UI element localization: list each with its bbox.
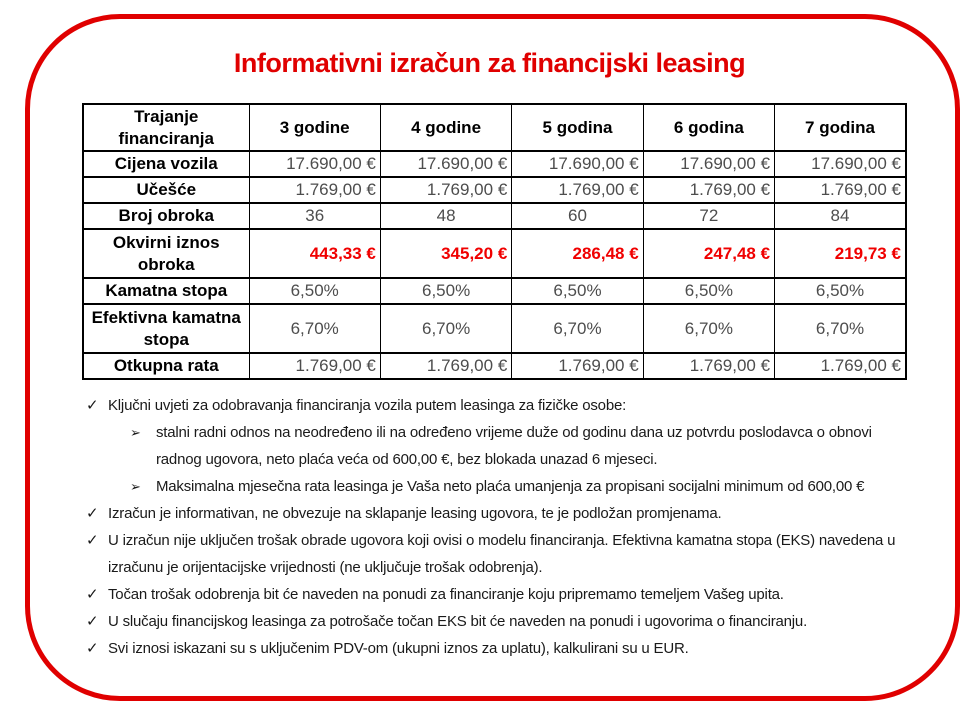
checkmark-icon: ✓ xyxy=(86,505,99,522)
cell-value-highlight: 286,48 € xyxy=(512,229,643,278)
cell-value-highlight: 219,73 € xyxy=(775,229,906,278)
table-row-down-payment xyxy=(83,177,906,203)
table-row-interest-rate xyxy=(83,278,906,304)
note-item xyxy=(86,392,908,419)
checkmark-icon: ✓ xyxy=(86,640,99,657)
note-text: U izračun nije uključen trošak obrade ugovora koji ovisi o modelu financiranja. Efektivna kamatna stopa (EKS) navedena u izračunu je orijentacijske vrijednosti (ne uključuje trošak odobrenja). xyxy=(108,532,896,576)
note-item xyxy=(86,500,908,527)
table-row-effective-interest-rate xyxy=(83,304,906,353)
cell-value: 60 xyxy=(512,203,643,229)
cell-value: 1.769,00 € xyxy=(643,353,774,379)
cell-value: 6,70% xyxy=(512,304,643,353)
leasing-calculation-table xyxy=(82,103,907,380)
cell-value: 17.690,00 € xyxy=(643,151,774,177)
table-row-installments-count xyxy=(83,203,906,229)
note-item xyxy=(86,635,908,662)
header-6-years: 6 godina xyxy=(643,104,774,151)
cell-value: 1.769,00 € xyxy=(512,353,643,379)
note-item xyxy=(86,608,908,635)
cell-value: 48 xyxy=(380,203,511,229)
cell-value: 6,50% xyxy=(643,278,774,304)
checkmark-icon: ✓ xyxy=(86,613,99,630)
checkmark-icon: ✓ xyxy=(86,397,99,414)
row-label: Efektivna kamatna stopa xyxy=(83,304,249,353)
cell-value: 1.769,00 € xyxy=(249,353,380,379)
cell-value: 1.769,00 € xyxy=(643,177,774,203)
cell-value: 17.690,00 € xyxy=(380,151,511,177)
note-text: Maksimalna mjesečna rata leasinga je Vaša neto plaća umanjenja za propisani socijalni minimum od 600,00 € xyxy=(156,478,865,495)
page-title: Informativni izračun za financijski leasing xyxy=(233,48,746,78)
cell-value: 6,70% xyxy=(380,304,511,353)
arrow-bullet-icon: ➢ xyxy=(130,479,141,494)
row-label: Okvirni iznos obroka xyxy=(83,229,249,278)
header-7-years: 7 godina xyxy=(775,104,906,151)
row-label: Otkupna rata xyxy=(83,353,249,379)
row-label: Broj obroka xyxy=(83,203,249,229)
row-label: Kamatna stopa xyxy=(83,278,249,304)
cell-value: 17.690,00 € xyxy=(512,151,643,177)
cell-value: 6,50% xyxy=(775,278,906,304)
note-subitem xyxy=(86,419,908,473)
cell-value: 1.769,00 € xyxy=(775,177,906,203)
cell-value: 1.769,00 € xyxy=(249,177,380,203)
cell-value: 17.690,00 € xyxy=(249,151,380,177)
note-text: Izračun je informativan, ne obvezuje na sklapanje leasing ugovora, te je podložan promjenama. xyxy=(108,505,722,522)
table-header-row xyxy=(83,104,906,151)
note-item xyxy=(86,581,908,608)
cell-value: 1.769,00 € xyxy=(775,353,906,379)
cell-value: 6,50% xyxy=(380,278,511,304)
cell-value-highlight: 443,33 € xyxy=(249,229,380,278)
header-4-years: 4 godine xyxy=(380,104,511,151)
note-item xyxy=(86,527,908,581)
cell-value: 72 xyxy=(643,203,774,229)
table-row-installment-amount xyxy=(83,229,906,278)
cell-value: 36 xyxy=(249,203,380,229)
cell-value: 1.769,00 € xyxy=(512,177,643,203)
table-row-vehicle-price xyxy=(83,151,906,177)
row-label: Cijena vozila xyxy=(83,151,249,177)
row-label: Učešće xyxy=(83,177,249,203)
cell-value: 6,70% xyxy=(643,304,774,353)
table-row-buyout-installment xyxy=(83,353,906,379)
cell-value-highlight: 247,48 € xyxy=(643,229,774,278)
arrow-bullet-icon: ➢ xyxy=(130,425,141,440)
header-3-years: 3 godine xyxy=(249,104,380,151)
checkmark-icon: ✓ xyxy=(86,532,99,549)
cell-value: 6,70% xyxy=(249,304,380,353)
cell-value: 1.769,00 € xyxy=(380,177,511,203)
notes-list xyxy=(86,392,908,662)
cell-value-highlight: 345,20 € xyxy=(380,229,511,278)
cell-value: 17.690,00 € xyxy=(775,151,906,177)
header-5-years: 5 godina xyxy=(512,104,643,151)
note-text: stalni radni odnos na neodređeno ili na određeno vrijeme duže od godinu dana uz potvrdu poslodavca o obnovi radnog ugovora, neto plaća veća od 600,00 €, bez blokada unazad 6 mjeseci. xyxy=(156,424,872,468)
note-text: Točan trošak odobrenja bit će naveden na ponudi za financiranje koju pripremamo temeljem Vašeg upita. xyxy=(108,586,784,603)
note-text: Ključni uvjeti za odobravanja financiranja vozila putem leasinga za fizičke osobe: xyxy=(108,397,627,414)
checkmark-icon: ✓ xyxy=(86,586,99,603)
cell-value: 84 xyxy=(775,203,906,229)
note-subitem xyxy=(86,473,908,500)
cell-value: 6,70% xyxy=(775,304,906,353)
note-text: Svi iznosi iskazani su s uključenim PDV-om (ukupni iznos za uplatu), kalkulirani su u EUR. xyxy=(108,640,689,657)
header-duration: Trajanje financiranja xyxy=(83,104,249,151)
cell-value: 6,50% xyxy=(249,278,380,304)
cell-value: 1.769,00 € xyxy=(380,353,511,379)
cell-value: 6,50% xyxy=(512,278,643,304)
note-text: U slučaju financijskog leasinga za potrošače točan EKS bit će naveden na ponudi i ugovorima o financiranju. xyxy=(108,613,808,630)
